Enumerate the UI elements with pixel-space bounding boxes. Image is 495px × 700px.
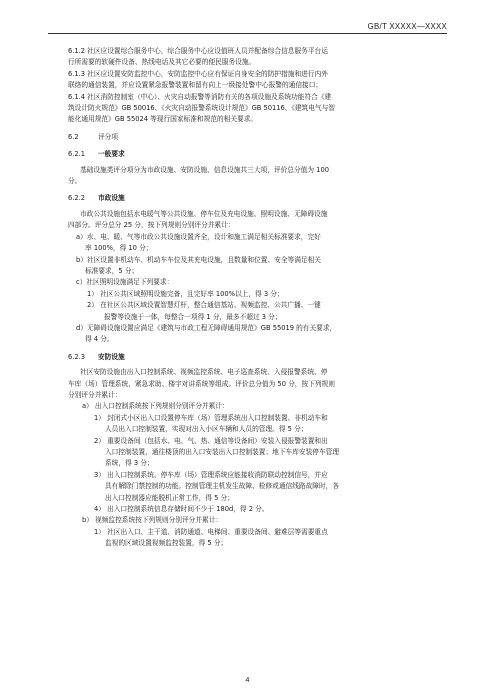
document-body bbox=[68, 46, 430, 550]
clause-6-1-4-line: 筑设计防火规范》GB 50016、《火灾自动报警系统设计规范》GB 50116、《建筑电气与智 bbox=[68, 104, 335, 113]
paragraph-line: 四部分。评分总分 25 分，按下列规则分别评分并累计： bbox=[68, 221, 235, 230]
paragraph-line: 基础设施类评分项分为市政设施、安防设施、信息设施共三大项，评价总分值为 100 bbox=[80, 165, 329, 174]
list-subitem-1: 1） 社区出入口、主干道、消防通道、电梯间、重要设备间、避难层等需要重点 bbox=[94, 527, 328, 536]
list-item-c: c）社区照明设施满足下列要求： bbox=[76, 278, 174, 287]
list-item-d-cont: 得 4 分。 bbox=[85, 335, 114, 344]
list-item-d: d）无障碍设施设置应满足《建筑与市政工程无障碍通用规范》GB 55019 的有关要求， bbox=[76, 323, 337, 332]
list-subitem-2: 2） 在社区公共区域设置智慧灯杆，整合通信基站、视频监控、公共广播、一键 bbox=[87, 301, 321, 310]
section-number: 6.2.1 bbox=[68, 150, 86, 159]
section-6-2-heading bbox=[68, 132, 430, 143]
section-title: 市政设施 bbox=[98, 194, 125, 203]
header-rule bbox=[48, 33, 447, 34]
standard-code: GB/T XXXXX—XXXX bbox=[367, 22, 447, 31]
list-item-b: b）社区设置非机动车、机动车车位及其充电设施，且数量和位置、安全等满足相关 bbox=[76, 255, 321, 264]
clause-6-1-4-line: 能化通用规范》GB 55024 等现行国家标准和规范的相关要求。 bbox=[68, 115, 258, 124]
list-subitem-1-cont: 人员出入口控制装置，实现对出入小区车辆和人员的管理。得 5 分； bbox=[105, 425, 308, 434]
paragraph-line: 市政公共设施包括水电暖气等公共设施、停车位及充电设施、照明设施、无障碍设施 bbox=[80, 209, 328, 218]
list-subitem-1-cont: 监视的区域设置视频监控装置，得 5 分； bbox=[105, 539, 228, 548]
list-item-a: a）水、电、暖、气等市政公共设施设置齐全，设计和施工满足相关标准要求，完好 bbox=[76, 232, 321, 241]
clause-6-1-4-line: 6.1.4 社区消防控制室（中心）、火灾自动报警等消防有关的各项设施及系统功能符合《建 bbox=[68, 92, 332, 101]
list-subitem-1: 1） 社区公共区域照明设施完备，且完好率 100%以上，得 3 分； bbox=[87, 289, 284, 298]
list-item-b: b） 视频监控系统按下列规则分别评分并累计： bbox=[82, 516, 223, 525]
section-number: 6.2.3 bbox=[68, 352, 86, 361]
section-title: 一般要求 bbox=[98, 150, 125, 159]
list-item-a-cont: 率 100%，得 10 分； bbox=[85, 244, 153, 253]
page-number: 4 bbox=[245, 677, 250, 684]
section-6-2-3-heading bbox=[68, 352, 430, 363]
paragraph-line: 分别评分并累计： bbox=[68, 390, 122, 399]
clause-6-1-3-line: 6.1.3 社区应设置安防监控中心，安防监控中心应有保证自身安全的防护措施和进行内外 bbox=[68, 69, 328, 78]
section-title: 安防设施 bbox=[98, 352, 125, 361]
list-subitem-2-cont: 系统，得 3 分； bbox=[105, 459, 154, 468]
paragraph-line: 车库（场）管理系统、紧急求助、楼宇对讲系统等组成。评价总分值为 50 分，按下列规则 bbox=[68, 379, 335, 388]
list-subitem-2-cont: 报警等设施于一体，每整合一项得 1 分，最多不超过 3 分； bbox=[104, 312, 282, 321]
clause-6-1-3-line: 联络的通信装置，并应设置紧急报警装置和留有向上一级接处警中心报警的通信接口； bbox=[68, 81, 323, 90]
list-item-a: a） 出入口控制系统按下列规则分别评分并累计： bbox=[82, 402, 229, 411]
list-subitem-2-cont: 入口控制装置，通往楼顶的出入口安装出入口控制装置；地下车库安装停车管理 bbox=[105, 448, 340, 456]
clause-6-1-2-line: 6.1.2 社区应设置综合服务中心，综合服务中心应设值班人员并配备综合信息服务平台运 bbox=[68, 47, 328, 55]
section-6-2-1-heading bbox=[68, 149, 430, 160]
list-subitem-4: 4） 出入口控制系统信息存储时间不少于 180d，得 2 分。 bbox=[94, 505, 269, 514]
paragraph-line: 社区安防设施由出入口控制系统、视频监控系统、电子巡查系统、入侵报警系统、停 bbox=[80, 368, 328, 377]
list-subitem-3-cont: 具有解除门禁控制的功能。控制管理主机发生故障、检修或通信线路故障时，各 bbox=[105, 482, 340, 491]
list-subitem-3-cont: 出入口控制器应能脱机正常工作，得 5 分； bbox=[105, 493, 234, 502]
list-subitem-3: 3） 出入口控制系统、停车库（场）管理系统应能接收消防联动控制信号，并应 bbox=[94, 470, 328, 479]
section-title: 评分项 bbox=[98, 132, 119, 141]
section-6-2-2-heading bbox=[68, 193, 430, 204]
section-number: 6.2.2 bbox=[68, 194, 86, 203]
section-number: 6.2 bbox=[68, 132, 79, 141]
list-subitem-2: 2） 重要设备间（包括水、电、气、热、通信等设备间）安装入侵报警装置和出 bbox=[94, 436, 328, 445]
list-subitem-1: 1） 封闭式小区出入口设置停车库（场）管理系统出入口控制装置、非机动车和 bbox=[94, 413, 328, 422]
paragraph-line: 分。 bbox=[68, 177, 82, 186]
clause-6-1-2-line: 行所需要的软硬件设备、热线电话及其它必要的便民服务设施。 bbox=[68, 58, 256, 67]
list-item-b-cont: 标准要求，5 分； bbox=[85, 266, 139, 275]
